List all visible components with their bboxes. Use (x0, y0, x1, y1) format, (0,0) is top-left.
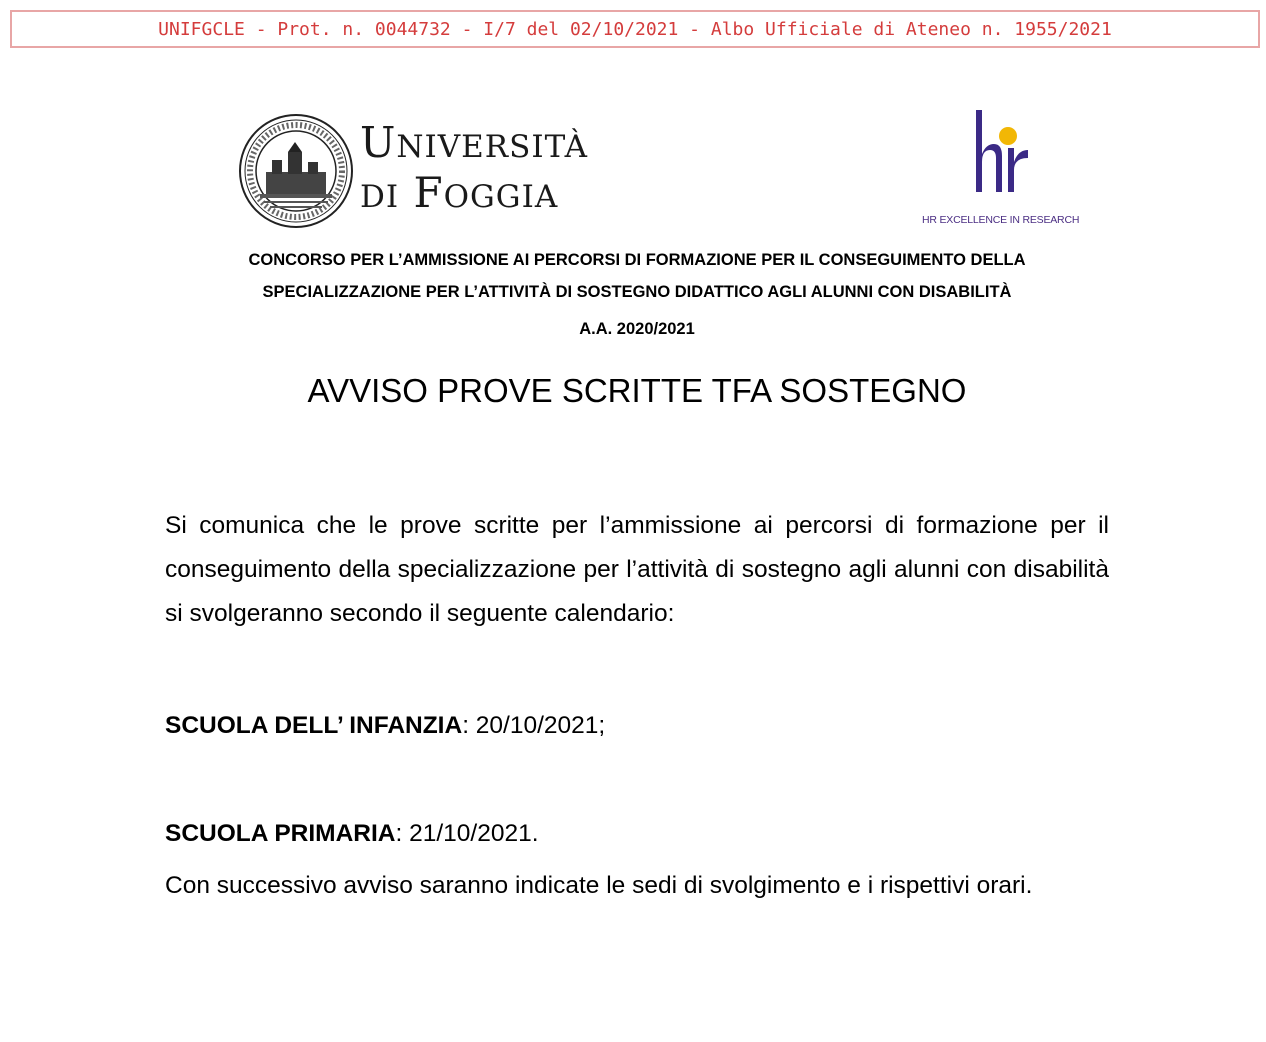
hr-excellence-logo (922, 106, 1080, 234)
primaria-date: : 21/10/2021. (395, 820, 539, 847)
schedule-infanzia (165, 704, 1109, 748)
university-wordmark (360, 120, 588, 220)
notice-title: AVVISO PROVE SCRITTE TFA SOSTEGNO (307, 372, 967, 409)
hr-logo-icon (922, 106, 1072, 210)
university-logo (236, 112, 596, 230)
intro-paragraph: Si comunica che le prove scritte per l’ammissione ai percorsi di formazione per il conseguimento della specializzazione per l’attività di sostegno agli alunni con disabilità si svolgeranno secondo il seguente calendario: (165, 512, 1109, 627)
heading-line-2: SPECIALIZZAZIONE PER L’ATTIVITÀ DI SOSTEGNO DIDATTICO AGLI ALUNNI CON DISABILITÀ (262, 283, 1012, 301)
protocol-stamp-text: UNIFGCLE - Prot. n. 0044732 - I/7 del 02/10/2021 - Albo Ufficiale di Ateneo n. 1955/2021 (158, 18, 1112, 40)
competition-heading (120, 244, 1154, 308)
closing-paragraph: Con successivo avviso saranno indicate le sedi di svolgimento e i rispettivi orari. (165, 872, 1033, 899)
heading-line-1: CONCORSO PER L’AMMISSIONE AI PERCORSI DI FORMAZIONE PER IL CONSEGUIMENTO DELLA (248, 251, 1026, 269)
wordmark-di: DI (360, 179, 400, 215)
university-seal-icon (236, 112, 356, 230)
wordmark-initial-f: F (413, 168, 444, 217)
protocol-stamp (10, 10, 1260, 48)
wordmark-initial-u: U (360, 118, 397, 167)
infanzia-label: SCUOLA DELL’ INFANZIA (165, 712, 463, 739)
wordmark-oggia: OGGIA (443, 179, 559, 215)
wordmark-niversita: NIVERSITÀ (396, 129, 588, 165)
academic-year: A.A. 2020/2021 (579, 320, 695, 338)
infanzia-date: : 20/10/2021; (462, 712, 606, 739)
schedule-primaria (165, 812, 1109, 856)
primaria-label: SCUOLA PRIMARIA (165, 820, 396, 847)
hr-caption: HR EXCELLENCE IN RESEARCH (922, 214, 1080, 226)
